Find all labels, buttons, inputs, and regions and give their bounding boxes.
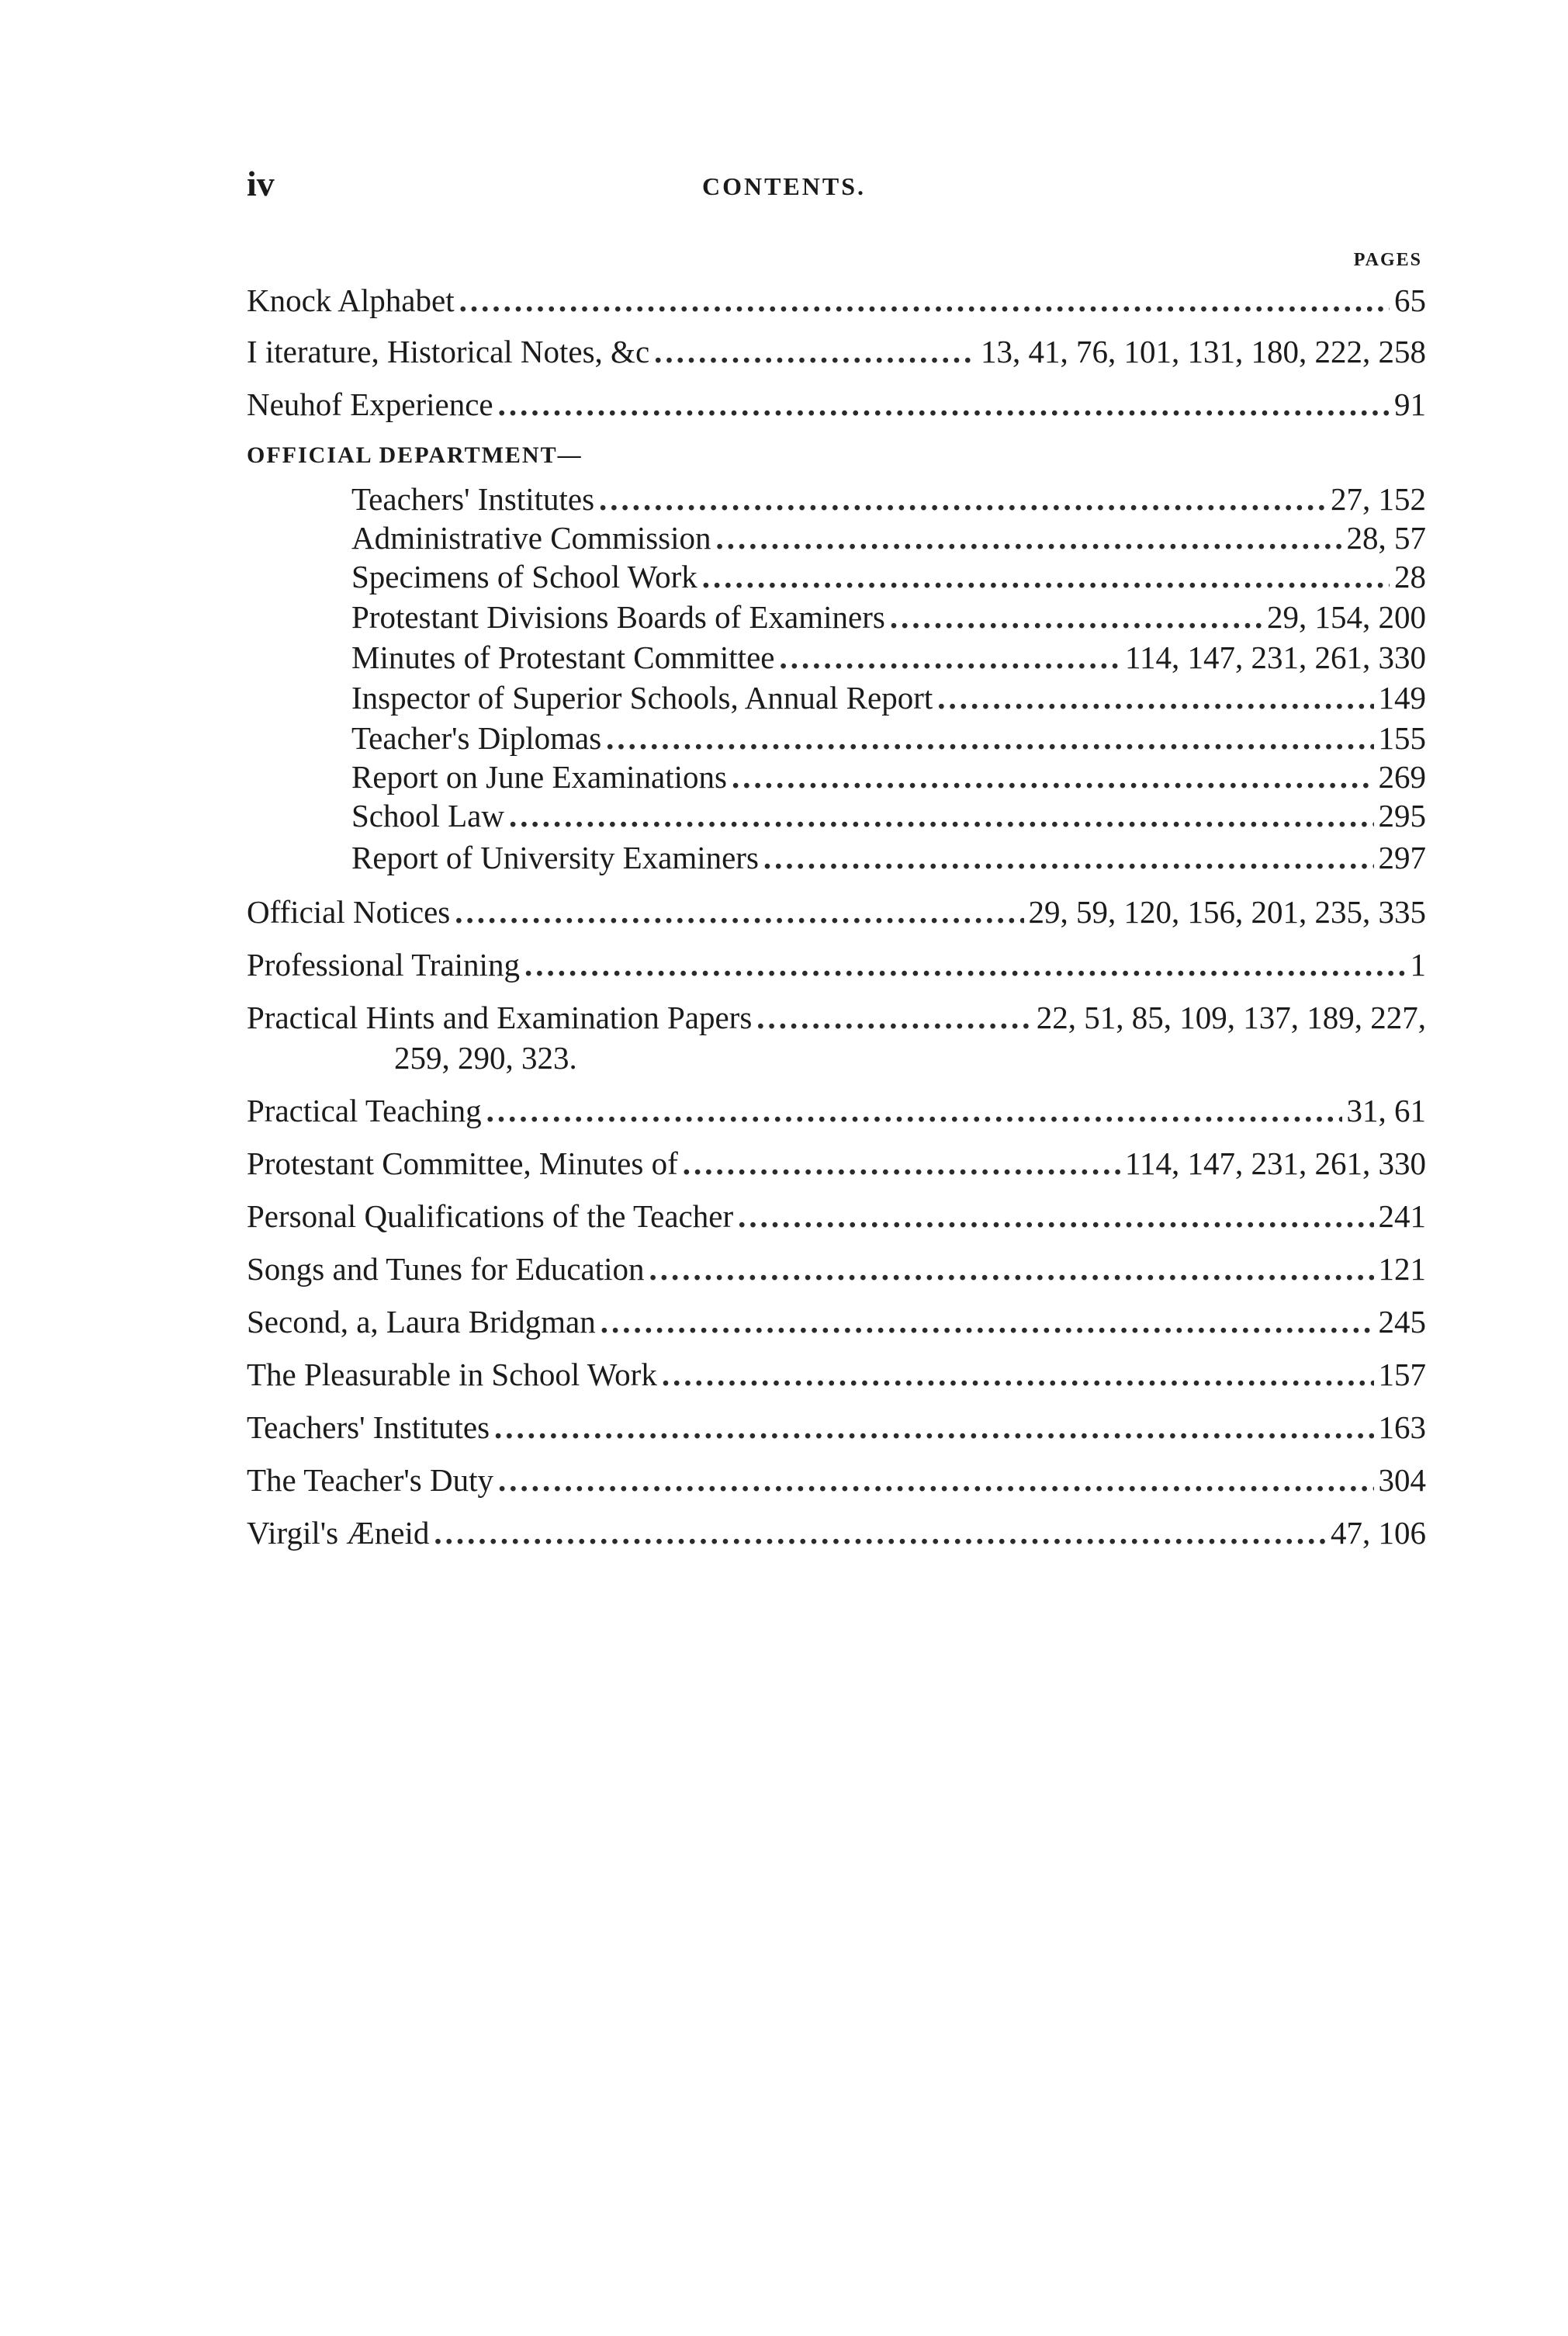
entry-pages: 157	[1378, 1357, 1426, 1392]
entry-title: Practical Hints and Examination Papers	[247, 1000, 753, 1035]
entry-pages: 28	[1394, 559, 1426, 594]
toc-subentry	[351, 638, 1426, 677]
entry-pages: 29, 59, 120, 156, 201, 235, 335	[1028, 894, 1426, 930]
leader-dots	[654, 332, 976, 371]
entry-title: Teachers' Institutes	[351, 481, 595, 517]
toc-subentry	[351, 838, 1426, 877]
entry-pages: 28, 57	[1346, 520, 1426, 556]
leader-dots	[455, 892, 1023, 931]
leader-dots	[756, 998, 1031, 1037]
toc-entry	[247, 998, 1426, 1037]
entry-pages: 114, 147, 231, 261, 330	[1125, 639, 1426, 675]
leader-dots	[486, 1091, 1342, 1130]
toc-entry	[247, 1408, 1426, 1447]
leader-dots	[601, 1302, 1374, 1341]
toc-entry	[247, 385, 1426, 424]
toc-subentry	[351, 480, 1426, 518]
toc-entry	[247, 945, 1426, 984]
entry-pages: 149	[1378, 680, 1426, 716]
leader-dots	[649, 1249, 1374, 1288]
toc-entry	[247, 1197, 1426, 1236]
entry-title: Report on June Examinations	[351, 759, 727, 795]
leader-dots	[763, 838, 1374, 877]
leader-dots	[716, 518, 1342, 557]
entry-pages: 27, 152	[1331, 481, 1426, 517]
toc-entry	[247, 892, 1426, 931]
entry-pages: 163	[1378, 1409, 1426, 1445]
entry-pages: 22, 51, 85, 109, 137, 189, 227,	[1036, 1000, 1426, 1035]
entry-title: Knock Alphabet	[247, 282, 455, 318]
entry-title: School Law	[351, 798, 504, 834]
entry-title: Virgil's Æneid	[247, 1515, 430, 1551]
leader-dots	[683, 1144, 1120, 1183]
running-head: CONTENTS.	[701, 172, 867, 200]
entry-pages: 91	[1394, 386, 1426, 422]
leader-dots	[937, 678, 1373, 717]
entry-title: Protestant Divisions Boards of Examiners	[351, 599, 885, 635]
toc-subentry	[351, 557, 1426, 596]
entry-title: Inspector of Superior Schools, Annual Report	[351, 680, 933, 716]
toc-entry	[247, 1513, 1426, 1552]
toc-subentry	[351, 598, 1426, 636]
entry-title: Administrative Commission	[351, 520, 711, 556]
entry-pages: 121	[1378, 1251, 1426, 1287]
leader-dots	[738, 1197, 1373, 1236]
entry-pages: 29, 154, 200	[1267, 599, 1426, 635]
toc-subentry	[351, 678, 1426, 717]
pages-column-label: PAGES	[1353, 250, 1422, 270]
toc-entry	[247, 281, 1426, 320]
entry-title: Minutes of Protestant Committee	[351, 639, 775, 675]
entry-title: Second, a, Laura Bridgman	[247, 1304, 596, 1340]
leader-dots	[662, 1355, 1374, 1394]
entry-title: Professional Training	[247, 947, 520, 983]
toc-subentry	[351, 757, 1426, 796]
leader-dots	[702, 557, 1390, 596]
entry-title: Neuhof Experience	[247, 386, 493, 422]
toc-subentry	[351, 719, 1426, 757]
toc-subentry	[351, 518, 1426, 557]
leader-dots	[524, 945, 1406, 984]
entry-pages: 155	[1378, 720, 1426, 756]
entry-pages: 295	[1378, 798, 1426, 834]
entry-title: Teachers' Institutes	[247, 1409, 490, 1445]
entry-pages: 1	[1410, 947, 1426, 983]
leader-dots	[509, 796, 1374, 835]
toc-entry	[247, 1461, 1426, 1499]
entry-title: Protestant Committee, Minutes of	[247, 1145, 678, 1181]
toc-entry	[247, 1144, 1426, 1183]
entry-title: Specimens of School Work	[351, 559, 697, 594]
toc-entry	[247, 332, 1426, 371]
entry-pages: 304	[1378, 1462, 1426, 1498]
leader-dots	[779, 638, 1120, 677]
entry-title: The Teacher's Duty	[247, 1462, 493, 1498]
entry-pages: 65	[1394, 282, 1426, 318]
toc-entry	[247, 1355, 1426, 1394]
page-number: iv	[247, 164, 275, 203]
leader-dots	[599, 480, 1326, 518]
entry-title: I iterature, Historical Notes, &c	[247, 334, 650, 369]
entry-pages: 241	[1378, 1198, 1426, 1234]
entry-title: Teacher's Diplomas	[351, 720, 602, 756]
leader-dots	[498, 385, 1390, 424]
toc-subentry	[351, 796, 1426, 835]
entry-pages: 47, 106	[1331, 1515, 1426, 1551]
entry-title: The Pleasurable in School Work	[247, 1357, 657, 1392]
entry-pages: 13, 41, 76, 101, 131, 180, 222, 258	[981, 334, 1426, 369]
entry-title: Practical Teaching	[247, 1093, 482, 1128]
entry-title: Personal Qualifications of the Teacher	[247, 1198, 734, 1234]
toc-entry	[247, 1249, 1426, 1288]
section-heading: OFFICIAL DEPARTMENT—	[247, 442, 583, 468]
entry-pages: 114, 147, 231, 261, 330	[1125, 1145, 1426, 1181]
toc-entry	[247, 1091, 1426, 1130]
leader-dots	[494, 1408, 1373, 1447]
entry-title: Songs and Tunes for Education	[247, 1251, 645, 1287]
entry-title: Report of University Examiners	[351, 840, 759, 875]
leader-dots	[434, 1513, 1326, 1552]
entry-pages: 245	[1378, 1304, 1426, 1340]
toc-entry	[247, 1302, 1426, 1341]
entry-pages-continuation: 259, 290, 323.	[394, 1040, 577, 1076]
entry-pages: 297	[1378, 840, 1426, 875]
entry-pages: 31, 61	[1346, 1093, 1426, 1128]
leader-dots	[890, 598, 1262, 636]
entry-pages: 269	[1378, 759, 1426, 795]
leader-dots	[732, 757, 1374, 796]
entry-title: Official Notices	[247, 894, 451, 930]
leader-dots	[606, 719, 1373, 757]
leader-dots	[459, 281, 1390, 320]
leader-dots	[498, 1461, 1374, 1499]
